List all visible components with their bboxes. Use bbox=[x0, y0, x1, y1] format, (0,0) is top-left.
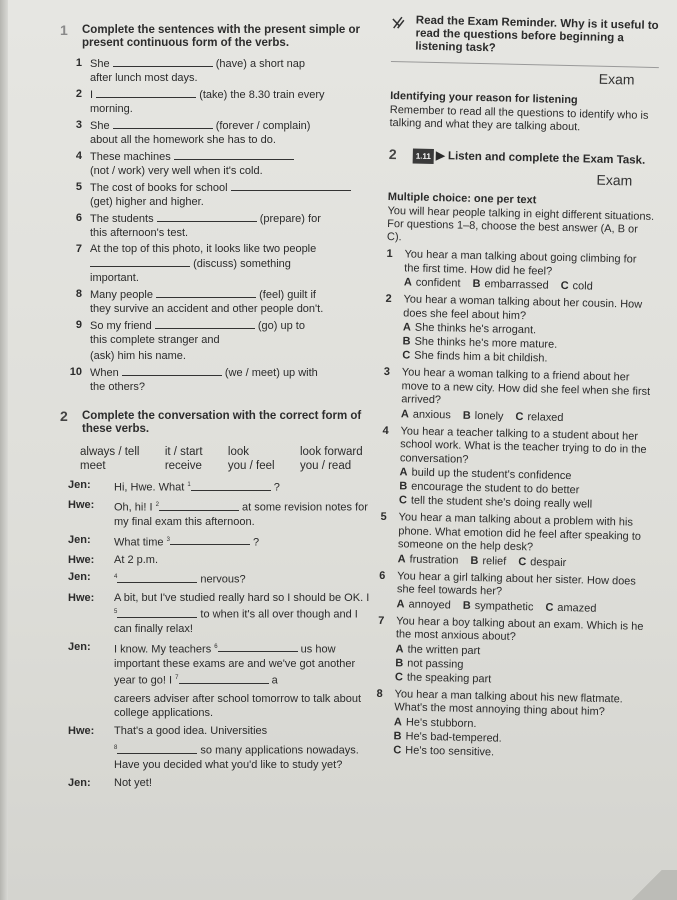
gap-number: 6 bbox=[214, 643, 218, 650]
question bbox=[378, 569, 647, 616]
dialogue-text bbox=[114, 776, 372, 791]
line-start: Hi, Hwe. What bbox=[114, 481, 188, 494]
line-continued: nowadays. Have you decided what you'd like to study yet? bbox=[114, 744, 359, 772]
page-corner bbox=[617, 870, 677, 900]
line-start: A bit, but I've studied really hard so I should be OK. I bbox=[114, 591, 370, 604]
question-stem bbox=[380, 511, 649, 558]
dialogue-line bbox=[60, 692, 372, 721]
sentence-end: this complete stranger and bbox=[90, 334, 220, 346]
sentence-text bbox=[90, 365, 372, 394]
option-text: She thinks he's more mature. bbox=[414, 335, 558, 351]
option-text: sympathetic bbox=[474, 599, 534, 613]
answer-option[interactable] bbox=[470, 553, 506, 568]
option-letter: B bbox=[462, 409, 471, 422]
option-letter: A bbox=[403, 276, 413, 289]
sentence-item bbox=[60, 287, 372, 316]
sentence-start: She bbox=[90, 58, 110, 70]
sentence-item bbox=[60, 149, 372, 178]
sentence-verb-hint: (have) a short nap bbox=[215, 58, 305, 70]
sentence-text bbox=[90, 87, 372, 116]
question-text: You hear a man talking about his new flatmate. What's the most annoying thing about him? bbox=[394, 687, 623, 719]
question-text: You hear a girl talking about her sister. How does she feel towards her? bbox=[396, 569, 637, 598]
dialogue-text bbox=[114, 570, 372, 587]
listening-task bbox=[388, 145, 657, 169]
word-option: receive bbox=[164, 460, 202, 472]
option-letter: C bbox=[398, 494, 408, 507]
option-letter: A bbox=[395, 642, 404, 655]
dialogue-line bbox=[60, 776, 372, 791]
answer-blank[interactable] bbox=[96, 87, 196, 98]
task1-instructions: Complete the sentences with the present simple or present continuous form of the verbs. bbox=[82, 24, 360, 49]
sentence-item bbox=[60, 87, 372, 116]
speaker-name: Hwe: bbox=[68, 499, 95, 512]
option-letter: A bbox=[399, 466, 408, 479]
speaker-name bbox=[60, 692, 114, 721]
answer-option[interactable] bbox=[560, 279, 592, 294]
item-number bbox=[60, 349, 90, 363]
line-start: Not yet! bbox=[114, 776, 152, 789]
sentence-text bbox=[90, 318, 372, 347]
sentence-verb-hint: (prepare) for bbox=[259, 213, 321, 225]
question-stem bbox=[382, 424, 651, 471]
dialogue-line bbox=[60, 478, 372, 495]
answer-blank[interactable] bbox=[159, 500, 239, 511]
answer-blank[interactable] bbox=[90, 256, 190, 267]
item-number: 6 bbox=[75, 212, 82, 224]
speaker-name: Jen: bbox=[68, 571, 91, 584]
answer-blank[interactable] bbox=[231, 180, 351, 191]
question bbox=[384, 293, 653, 368]
question-number: 8 bbox=[376, 687, 383, 700]
task1-number: 1 bbox=[60, 22, 68, 38]
right-column bbox=[375, 14, 660, 762]
book-spine bbox=[0, 0, 8, 900]
answer-blank[interactable] bbox=[179, 673, 269, 684]
dialogue-text bbox=[114, 724, 372, 739]
speaker-name bbox=[60, 741, 114, 773]
option-letter: B bbox=[470, 554, 479, 567]
answer-blank[interactable] bbox=[191, 480, 271, 491]
option-text: He's too sensitive. bbox=[405, 743, 495, 759]
option-text: He's bad-tempered. bbox=[405, 729, 502, 745]
question bbox=[383, 366, 652, 427]
dialogue-text bbox=[114, 553, 372, 568]
word-option: always / tell bbox=[80, 446, 140, 458]
mc-questions bbox=[375, 248, 654, 762]
question-number: 6 bbox=[379, 569, 386, 582]
question-text: You hear a boy talking about an exam. Which is he the most anxious about? bbox=[395, 614, 644, 643]
sentence-end: morning. bbox=[90, 103, 133, 115]
line-start: At 2 p.m. bbox=[114, 553, 159, 566]
dialogue-line bbox=[60, 498, 372, 530]
line-after-gap: to when it's all over bbox=[200, 608, 294, 621]
sentence-verb-hint: (go) up to bbox=[257, 320, 305, 332]
speaker-name: Jen: bbox=[68, 640, 91, 653]
line-after-gap: ? bbox=[273, 481, 280, 494]
answer-option[interactable] bbox=[396, 597, 450, 612]
conversation bbox=[60, 478, 372, 790]
answer-blank[interactable] bbox=[157, 211, 257, 222]
line-start: That's a good idea. Universities bbox=[114, 724, 268, 737]
option-text: cold bbox=[572, 280, 593, 293]
dialogue-line bbox=[60, 741, 372, 773]
option-text: relief bbox=[482, 554, 507, 568]
sentence-end: this afternoon's test. bbox=[90, 227, 189, 239]
sentence-end: they survive an accident and other people don't. bbox=[90, 303, 324, 315]
sentence-text bbox=[90, 287, 372, 316]
task1-items bbox=[60, 56, 372, 394]
sentence-text bbox=[90, 211, 372, 240]
play-icon: ▶ bbox=[435, 150, 445, 163]
option-letter: C bbox=[394, 670, 404, 683]
option-text: She finds him a bit childish. bbox=[414, 349, 548, 365]
sentence-end: the others? bbox=[90, 381, 146, 393]
answer-blank[interactable] bbox=[113, 118, 213, 129]
question-number: 4 bbox=[382, 424, 389, 437]
answer-blank[interactable] bbox=[122, 365, 222, 376]
pencil-icon bbox=[391, 14, 406, 53]
word-option: meet bbox=[80, 460, 106, 472]
word-option: you / feel bbox=[227, 460, 275, 472]
option-letter: B bbox=[472, 277, 481, 291]
answer-blank[interactable] bbox=[113, 56, 213, 67]
item-number: 9 bbox=[75, 319, 82, 331]
question-text: You hear a woman talking about her cousin. How does she feel about him? bbox=[403, 293, 643, 322]
speaker-name: Jen: bbox=[68, 776, 91, 789]
answer-option[interactable] bbox=[463, 408, 504, 423]
dialogue-text bbox=[114, 692, 372, 721]
task2-number: 2 bbox=[60, 408, 68, 424]
option-text: embarrassed bbox=[484, 278, 549, 292]
option-text: tell the student she's doing really well bbox=[410, 494, 593, 511]
option-letter: A bbox=[396, 597, 405, 610]
item-number: 7 bbox=[75, 243, 82, 255]
gap-number: 5 bbox=[114, 609, 118, 616]
answer-blank[interactable] bbox=[174, 149, 294, 160]
dialogue-text bbox=[114, 741, 372, 773]
reminder-question: Read the Exam Reminder. Why is it useful to read the questions before beginning a listening task? bbox=[415, 14, 659, 55]
option-text: annoyed bbox=[408, 598, 451, 611]
sentence-item bbox=[60, 242, 372, 285]
option-letter: C bbox=[545, 601, 554, 614]
question-number: 2 bbox=[385, 292, 392, 306]
sentence-text bbox=[90, 56, 372, 85]
sentence-verb-hint: (we / meet) up with bbox=[224, 367, 318, 379]
sentence-item bbox=[60, 118, 372, 147]
option-letter: B bbox=[462, 599, 471, 612]
speaker-name: Hwe: bbox=[68, 553, 95, 566]
sentence-item bbox=[60, 56, 372, 85]
exam-label-2: Exam bbox=[596, 171, 633, 189]
reminder-text: Remember to read all the questions to identify who is talking and what they are talking about. bbox=[389, 103, 649, 134]
sentence-start: She bbox=[90, 120, 110, 132]
option-text: relaxed bbox=[527, 410, 564, 424]
option-letter: B bbox=[393, 729, 402, 742]
mc-title: Multiple choice: one per text bbox=[387, 190, 537, 207]
sentence-text bbox=[90, 149, 372, 178]
sentence-start: So my friend bbox=[90, 320, 152, 332]
item-number: 4 bbox=[75, 150, 82, 162]
gap-number: 8 bbox=[114, 745, 118, 752]
task2-heading bbox=[60, 410, 372, 436]
sentence-text bbox=[90, 180, 372, 209]
sentence-text bbox=[90, 349, 372, 363]
sentence-start: These machines bbox=[90, 151, 171, 163]
option-letter: B bbox=[402, 335, 411, 348]
gap-number: 1 bbox=[187, 482, 191, 488]
gap-number: 4 bbox=[114, 574, 118, 581]
sentence-start: At the top of this photo, it looks like two people bbox=[90, 243, 317, 255]
dialogue-line bbox=[60, 553, 372, 568]
answer-blank[interactable] bbox=[155, 318, 255, 329]
option-letter: C bbox=[402, 349, 411, 362]
exam-label: Exam bbox=[598, 70, 635, 88]
option-letter: B bbox=[399, 480, 408, 493]
option-letter: A bbox=[402, 321, 411, 334]
question bbox=[377, 614, 646, 689]
option-letter: B bbox=[395, 656, 404, 669]
sentence-start: The cost of books for school bbox=[90, 182, 228, 194]
answer-option[interactable] bbox=[472, 277, 548, 293]
dialogue-line bbox=[60, 533, 372, 550]
sentence-verb-hint: (discuss) something bbox=[193, 258, 291, 270]
item-number: 2 bbox=[75, 88, 82, 100]
speaker-name: Hwe: bbox=[68, 591, 95, 604]
sentence-start: When bbox=[90, 367, 119, 379]
right-task-number: 2 bbox=[388, 145, 397, 163]
item-number: 10 bbox=[69, 366, 82, 378]
question-number: 5 bbox=[380, 510, 387, 524]
line-after-gap: ? bbox=[252, 536, 260, 549]
answer-option[interactable] bbox=[545, 600, 596, 615]
question bbox=[375, 687, 644, 762]
sentence-start: (ask) him his name. bbox=[90, 350, 186, 362]
option-letter: C bbox=[518, 555, 527, 568]
dialogue-text bbox=[114, 498, 372, 530]
answer-blank[interactable] bbox=[117, 607, 197, 618]
left-column bbox=[60, 24, 372, 790]
word-option: look bbox=[227, 446, 250, 458]
speaker-name: Jen: bbox=[68, 479, 91, 491]
line-continued: about college applications. bbox=[114, 692, 362, 720]
option-text: She thinks he's arrogant. bbox=[414, 321, 537, 337]
option-text: amazed bbox=[557, 601, 597, 615]
sentence-item bbox=[60, 180, 372, 209]
question-number: 7 bbox=[378, 614, 385, 627]
question-text: You hear a man talking about a problem with his phone. What emotion did he feel after speaking to someone on the help desk? bbox=[397, 511, 642, 554]
answer-blank[interactable] bbox=[117, 743, 197, 754]
question-stem bbox=[383, 366, 652, 413]
answer-option[interactable] bbox=[397, 552, 458, 567]
answer-option[interactable] bbox=[401, 407, 451, 422]
answer-blank[interactable] bbox=[170, 534, 250, 545]
word-option: it / start bbox=[164, 446, 203, 458]
option-text: the speaking part bbox=[406, 671, 492, 685]
option-text: anxious bbox=[412, 408, 451, 421]
question bbox=[386, 248, 655, 295]
sentence-item bbox=[60, 211, 372, 240]
answer-option[interactable] bbox=[463, 598, 534, 614]
dialogue-text bbox=[114, 591, 372, 637]
word-option: look forward bbox=[299, 446, 363, 458]
speaker-name: Hwe: bbox=[68, 724, 95, 737]
item-number: 8 bbox=[75, 288, 82, 300]
gap-number: 7 bbox=[175, 675, 179, 682]
option-letter: C bbox=[515, 410, 524, 423]
line-continued: though and I can finally relax! bbox=[114, 608, 358, 636]
question bbox=[381, 424, 651, 513]
sentence-item bbox=[60, 365, 372, 394]
line-start: Oh, hi! I bbox=[114, 501, 156, 514]
dialogue-text bbox=[114, 533, 372, 550]
option-text: despair bbox=[530, 555, 567, 569]
option-text: build up the student's confidence bbox=[411, 466, 572, 483]
line-continued: how important these exams are and we've got another year to go! I bbox=[114, 643, 356, 688]
line-after-gap: at some revision bbox=[241, 501, 323, 514]
option-letter: C bbox=[393, 743, 402, 756]
answer-option[interactable] bbox=[518, 555, 566, 570]
task2-instructions: Complete the conversation with the correct form of these verbs. bbox=[82, 410, 362, 435]
word-box bbox=[80, 446, 372, 472]
task1-heading bbox=[60, 24, 372, 50]
answer-blank[interactable] bbox=[218, 641, 298, 652]
option-text: He's stubborn. bbox=[405, 715, 477, 730]
dialogue-line bbox=[60, 724, 372, 739]
gap-number: 2 bbox=[155, 502, 159, 509]
answer-blank[interactable] bbox=[156, 287, 256, 298]
item-number: 1 bbox=[75, 57, 82, 69]
sentence-end: about all the homework she has to do. bbox=[90, 134, 276, 146]
sentence-verb-hint: (feel) guilt if bbox=[259, 289, 316, 301]
option-letter: A bbox=[400, 407, 410, 420]
line-after-gap: a bbox=[271, 675, 278, 688]
dialogue-text bbox=[114, 478, 372, 495]
option-text: confident bbox=[415, 276, 461, 290]
sentence-end: after lunch most days. bbox=[90, 72, 198, 84]
sentence-start: I bbox=[90, 89, 94, 101]
sentence-start: Many people bbox=[90, 289, 153, 301]
line-after-gap: nervous? bbox=[200, 574, 246, 587]
dialogue-text bbox=[114, 640, 372, 689]
item-number: 5 bbox=[75, 181, 82, 193]
line-start: I know. My teachers bbox=[114, 643, 215, 656]
mc-intro: You will hear people talking in eight different situations. For questions 1–8, choose the best answer (A, B or C). bbox=[386, 204, 655, 244]
question-number: 3 bbox=[383, 365, 391, 379]
sentence-end: (not / work) very well when it's cold. bbox=[90, 165, 263, 177]
line-after-gap: so many applications bbox=[200, 744, 304, 757]
word-option: you / read bbox=[299, 460, 352, 472]
sentence-item bbox=[60, 318, 372, 347]
option-letter: A bbox=[397, 552, 406, 565]
answer-option[interactable] bbox=[404, 275, 461, 290]
listening-task-text: Listen and complete the Exam Task. bbox=[447, 150, 646, 167]
reminder-title: Identifying your reason for listening bbox=[390, 89, 578, 107]
item-number: 3 bbox=[75, 119, 82, 131]
audio-track-badge: 1.11 bbox=[413, 149, 434, 164]
question-number: 1 bbox=[386, 247, 393, 261]
gap-number: 3 bbox=[166, 536, 170, 543]
sentence-end: important. bbox=[90, 272, 139, 284]
line-continued: notes for my final exam this afternoon. bbox=[114, 501, 368, 529]
reminder-task bbox=[391, 14, 660, 59]
answer-option[interactable] bbox=[515, 409, 563, 424]
option-text: not passing bbox=[407, 657, 464, 671]
dialogue-line bbox=[60, 591, 372, 637]
option-text: frustration bbox=[409, 553, 459, 567]
sentence-verb-hint: (forever / complain) bbox=[215, 120, 311, 132]
speaker-name: Jen: bbox=[68, 533, 91, 546]
question-text: You hear a teacher talking to a student about her school work. What is the teacher trying to do in the conversation? bbox=[399, 424, 647, 466]
sentence-item bbox=[60, 349, 372, 363]
option-text: encourage the student to do better bbox=[411, 480, 580, 497]
question-text: You hear a man talking about going climbing for the first time. How did he feel? bbox=[404, 248, 637, 278]
line-after-gap: us bbox=[300, 643, 313, 656]
sentence-start: The students bbox=[90, 213, 154, 225]
sentence-text bbox=[90, 118, 372, 147]
option-letter: C bbox=[560, 279, 569, 293]
line-start: careers adviser after school tomorrow to talk bbox=[114, 692, 331, 705]
sentence-text bbox=[90, 242, 372, 285]
dialogue-line bbox=[60, 640, 372, 689]
question-text: You hear a woman talking to a friend about her move to a new city. How did she feel when she first arrived? bbox=[401, 366, 651, 407]
line-start: What time bbox=[114, 536, 167, 549]
option-text: the written part bbox=[407, 643, 481, 657]
question bbox=[379, 511, 648, 572]
sentence-verb-hint: (take) the 8.30 train every bbox=[199, 89, 325, 101]
dialogue-line bbox=[60, 570, 372, 587]
option-letter: A bbox=[393, 715, 403, 728]
sentence-end: (get) higher and higher. bbox=[90, 196, 204, 208]
option-text: lonely bbox=[474, 409, 504, 423]
answer-blank[interactable] bbox=[117, 572, 197, 583]
